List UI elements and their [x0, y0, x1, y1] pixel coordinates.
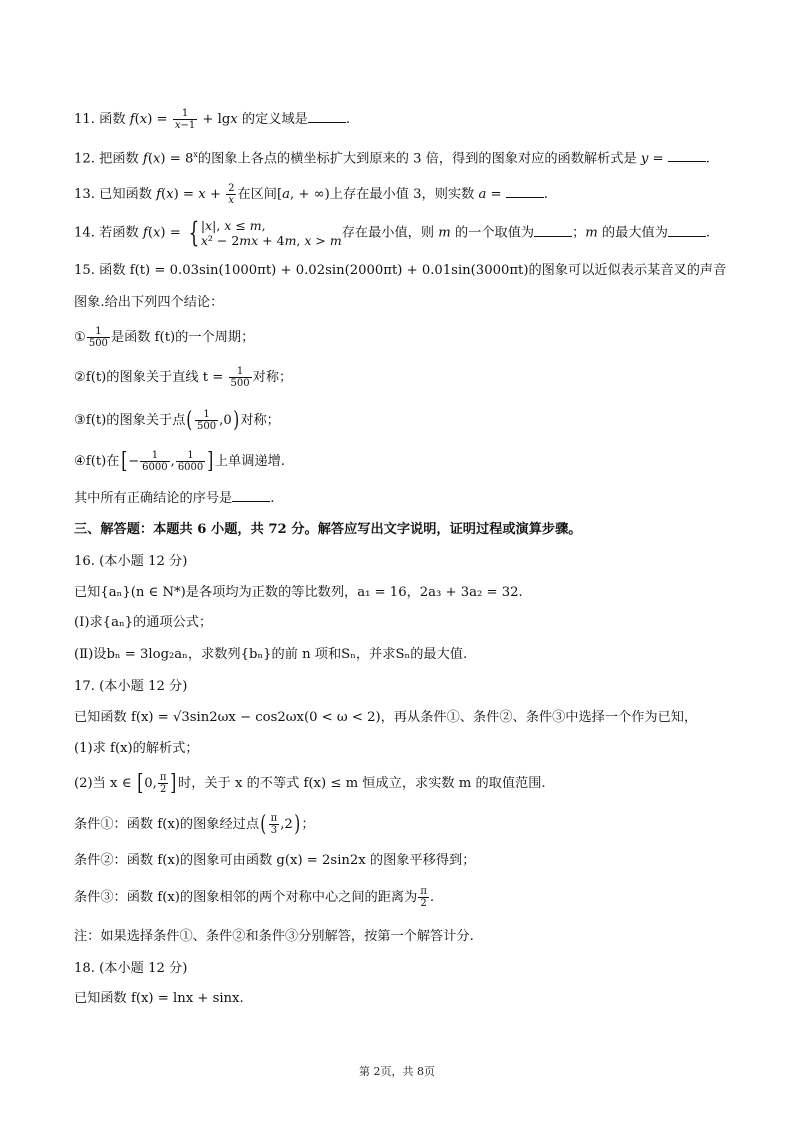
fraction: $\frac{1}{6000}$ — [177, 450, 204, 473]
question-14: 14. 若函数 f(x) = { |x|, x ≤ m, x² − 2mx + 4m, x > m 存在最小值，则 m 的一个取值为 ；m 的最大值为 . — [74, 216, 711, 249]
piecewise: |x|, x ≤ m, x² − 2mx + 4m, x > m — [200, 218, 342, 248]
conclusion-2-head: f(t)的图象关于直线 t = — [85, 370, 228, 385]
note: 注：如果选择条件①、条件②和条件③分别解答，按第一个解答计分. — [74, 929, 474, 944]
question-16-line-3: (Ⅱ)设bₙ = 3log₂aₙ，求数列{bₙ}的前 n 项和Sₙ，并求Sₙ的最大值. — [74, 647, 468, 662]
fraction: $\frac{1}{6000}$ — [142, 450, 168, 473]
condition-3-head: 条件③：函数 f(x)的图象相邻的两个对称中心之间的距离为 — [74, 890, 418, 905]
conclusion-3-tail: 对称； — [240, 413, 280, 428]
question-17-line-2: (1)求 f(x)的解析式； — [74, 741, 199, 756]
question-15-line-2: 图象.给出下列四个结论： — [74, 295, 224, 310]
question-15-line-1: 15. 函数 f(t) = 0.03sin(1000πt) + 0.02sin(2000πt) + 0.01sin(3000πt)的图象可以近似表示某音叉的声音 — [74, 263, 727, 278]
question-13: 13. 已知函数 f(x) = x + $\frac{2}{x}$ 在区间[a, + ∞)上存在最小值 3，则实数 a = . — [74, 183, 548, 206]
answer-blank[interactable] — [232, 489, 270, 502]
fraction: $\frac{1}{500}$ — [197, 409, 217, 432]
q13-text-c: 存在最小值 3，则实数 — [342, 187, 479, 202]
q13-end: . — [543, 187, 548, 202]
fraction: $\frac{2}{x}$ — [228, 183, 235, 206]
section-heading: 三、解答题：本题共 6 小题，共 72 分。解答应写出文字说明，证明过程或演算步骤。 — [74, 522, 582, 537]
q12-end: . — [705, 151, 710, 167]
question-12: 12. 把函数 $f(x) = 8^x$的图象上各点的横坐标扩大到原来的 3 倍，得到的图象对应的函数解析式是 y = . — [74, 150, 710, 167]
condition-2: 条件②：函数 f(x)的图象可由函数 g(x) = 2sin2x 的图象平移得到； — [74, 853, 476, 868]
condition-1-head: 条件①：函数 f(x)的图象经过点 — [74, 817, 260, 832]
fraction: $\frac{\pi}{3}$ — [270, 813, 278, 836]
conclusion-3-head: f(t)的图象关于点 — [85, 413, 186, 428]
q12-text-b: 的图象上各点的横坐标扩大到原来的 3 倍，得到的图象对应的函数解析式是 — [197, 151, 641, 167]
answer-blank[interactable] — [668, 149, 706, 162]
q11-text: 11. 函数 — [74, 112, 130, 127]
q11-mid: + lg — [198, 112, 231, 127]
conclusion-1-text: 是函数 f(t)的一个周期； — [110, 330, 255, 345]
condition-3-tail: . — [429, 890, 435, 905]
answer-blank[interactable] — [668, 224, 706, 237]
condition-3 — [74, 886, 754, 909]
q12-text: 12. 把函数 — [74, 151, 143, 167]
question-16-head: 16. (本小题 12 分) — [74, 554, 188, 569]
conclusion-1: ① $\frac{1}{500}$ 是函数 f(t)的一个周期； — [74, 326, 255, 349]
conclusion-2: ②f(t)的图象关于直线 t = $\frac{1}{500}$ 对称； — [74, 366, 293, 389]
fraction: $\frac{1}{500}$ — [88, 326, 108, 349]
q11-suffix: 的定义域是 — [237, 112, 308, 127]
question-17-head: 17. (本小题 12 分) — [74, 679, 188, 694]
conclusion-2-tail: 对称； — [252, 370, 293, 385]
question-16-line-2: (Ⅰ)求{aₙ}的通项公式； — [74, 615, 213, 630]
condition-1: 条件①：函数 f(x)的图象经过点( $\frac{\pi}{3}$ ,2)； — [74, 811, 315, 837]
answer-blank[interactable] — [506, 185, 544, 198]
q14-text-c: 的一个取值为 — [450, 225, 535, 241]
q14-end: . — [705, 225, 711, 241]
fraction: $\frac{1}{x-1}$ — [174, 108, 196, 131]
conclusion-4: ④f(t)在[− $\frac{1}{6000}$ , $\frac{1}{6000}$ ]上单调递增. — [74, 448, 285, 474]
brace: { — [188, 216, 200, 249]
q17-l3-head: (2)当 x ∈ — [74, 776, 136, 791]
question-15-ask: 其中所有正确结论的序号是 . — [74, 491, 275, 506]
question-18-line-1: 已知函数 f(x) = lnx + sinx. — [74, 991, 244, 1006]
q11-end: . — [345, 112, 351, 127]
q15-ask-text: 其中所有正确结论的序号是 — [74, 491, 233, 506]
question-18-head: 18. (本小题 12 分) — [74, 961, 188, 976]
q13-text-b: 在区间[ — [237, 187, 283, 202]
q14-text: 14. 若函数 — [74, 225, 143, 241]
conclusion-3: ③f(t)的图象关于点( $\frac{1}{500}$ ,0)对称； — [74, 407, 280, 433]
q13-text: 13. 已知函数 — [74, 187, 157, 202]
question-17-line-1: 已知函数 f(x) = √3sin2ωx − cos2ωx(0 < ω < 2)，再从条件①、条件②、条件③中选择一个作为已知， — [74, 710, 698, 725]
q14-text-b: 存在最小值，则 — [341, 225, 439, 241]
answer-blank[interactable] — [534, 224, 572, 237]
question-11: 11. 函数 f(x) = $\frac{1}{x-1}$ + lgx 的定义域是 . — [74, 108, 351, 131]
fraction: $\frac{1}{500}$ — [230, 366, 250, 389]
condition-1-tail: ； — [301, 817, 315, 832]
q14-text-d: ； — [572, 225, 586, 241]
conclusion-4-tail: 上单调递增. — [214, 454, 285, 469]
q17-l3-tail: 时，关于 x 的不等式 f(x) ≤ m 恒成立，求实数 m 的取值范围. — [178, 776, 546, 791]
conclusion-4-head: f(t)在 — [85, 454, 120, 469]
fraction: $\frac{\pi}{2}$ — [159, 772, 167, 795]
q14-text-e: 的最大值为 — [597, 225, 668, 241]
question-17-line-3: (2)当 x ∈ [0, $\frac{\pi}{2}$ ]时，关于 x 的不等式 f(x) ≤ m 恒成立，求实数 m 的取值范围. — [74, 770, 546, 796]
page-footer: 第 2页，共 8页 — [359, 1065, 435, 1078]
answer-blank[interactable] — [308, 110, 346, 123]
fraction: $\frac{\pi}{2}$ — [420, 886, 427, 909]
question-16-line-1: 已知{aₙ}(n ∈ N*)是各项均为正数的等比数列，a₁ = 16，2a₃ + 3a₂ = 32. — [74, 585, 523, 600]
